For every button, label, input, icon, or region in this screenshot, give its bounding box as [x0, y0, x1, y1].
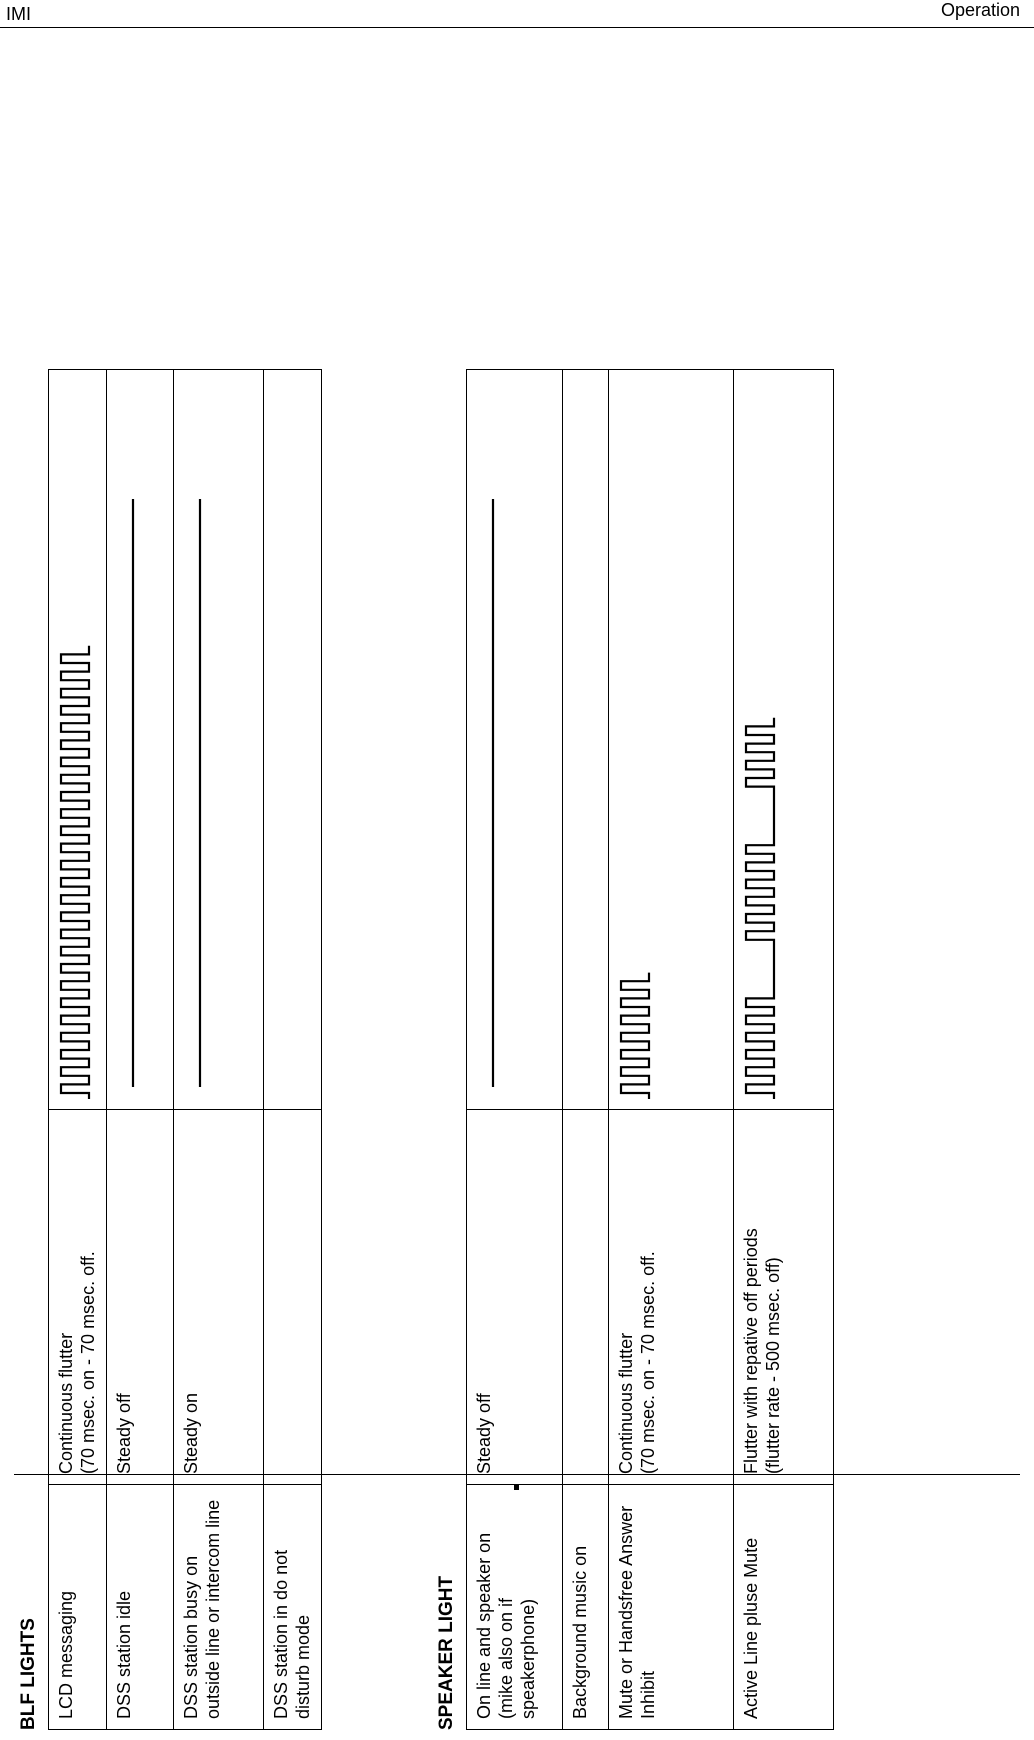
- flutter-with-off-periods-waveform: [740, 419, 780, 1099]
- speaker-condition: Active Line pluse Mute: [734, 1485, 834, 1730]
- speaker-condition: On line and speaker on (mike also on if speakerphone): [467, 1485, 563, 1730]
- blf-condition: DSS station busy on outside line or intercom line: [174, 1485, 264, 1730]
- speaker-pattern-cell: [563, 370, 609, 1110]
- speaker-condition: Mute or Handsfree Answer Inhibit: [609, 1485, 734, 1730]
- empty-waveform: [569, 419, 599, 1099]
- speaker-condition: Background music on: [563, 1485, 609, 1730]
- steady-waveform: [180, 419, 220, 1099]
- table-row: [563, 370, 609, 1730]
- blf-pattern-cell: [107, 370, 174, 1110]
- speaker-pattern-cell: [467, 370, 563, 1110]
- blf-description: Steady off: [107, 1110, 174, 1485]
- table-row: [734, 370, 834, 1730]
- table-row: [264, 370, 322, 1730]
- blf-lights-title: BLF LIGHTS: [18, 1618, 39, 1730]
- speaker-pattern-cell: [734, 370, 834, 1110]
- speaker-description: Continuous flutter (70 msec. on - 70 msec. off.: [609, 1110, 734, 1485]
- blf-description: [264, 1110, 322, 1485]
- table-row: [174, 370, 264, 1730]
- blf-description: Steady on: [174, 1110, 264, 1485]
- table-row: [467, 370, 563, 1730]
- waveform-line: [746, 718, 774, 1099]
- steady-waveform: [113, 419, 153, 1099]
- speaker-light-table: [466, 369, 834, 1730]
- header-rule: [0, 27, 1034, 28]
- speaker-description: [563, 1110, 609, 1485]
- blf-pattern-cell: [174, 370, 264, 1110]
- table-row: [107, 370, 174, 1730]
- blf-lights-table: [48, 369, 322, 1730]
- short-flutter-waveform: [615, 419, 655, 1099]
- steady-waveform: [473, 419, 513, 1099]
- blf-description: Continuous flutter (70 msec. on - 70 msec. off.: [49, 1110, 107, 1485]
- speaker-description: Steady off: [467, 1110, 563, 1485]
- speaker-pattern-cell: [609, 370, 734, 1110]
- header-right: Operation: [940, 0, 1020, 20]
- speaker-description: Flutter with repative off periods (flutter rate - 500 msec. off): [734, 1110, 834, 1485]
- empty-waveform: [270, 419, 310, 1099]
- table-row: [609, 370, 734, 1730]
- header-left: IMI: [6, 4, 31, 24]
- table-row: [49, 370, 107, 1730]
- continuous-flutter-waveform: [55, 419, 95, 1099]
- blf-condition: DSS station idle: [107, 1485, 174, 1730]
- blf-pattern-cell: [49, 370, 107, 1110]
- page-marker: [514, 1485, 519, 1490]
- rotated-content: [0, 80, 980, 1740]
- waveform-line: [621, 973, 649, 1099]
- blf-condition: LCD messaging: [49, 1485, 107, 1730]
- waveform-line: [61, 646, 89, 1099]
- speaker-light-title: SPEAKER LIGHT: [436, 1575, 457, 1730]
- blf-condition: DSS station in do not disturb mode: [264, 1485, 322, 1730]
- blf-pattern-cell: [264, 370, 322, 1110]
- footer-rule: [14, 1474, 1020, 1475]
